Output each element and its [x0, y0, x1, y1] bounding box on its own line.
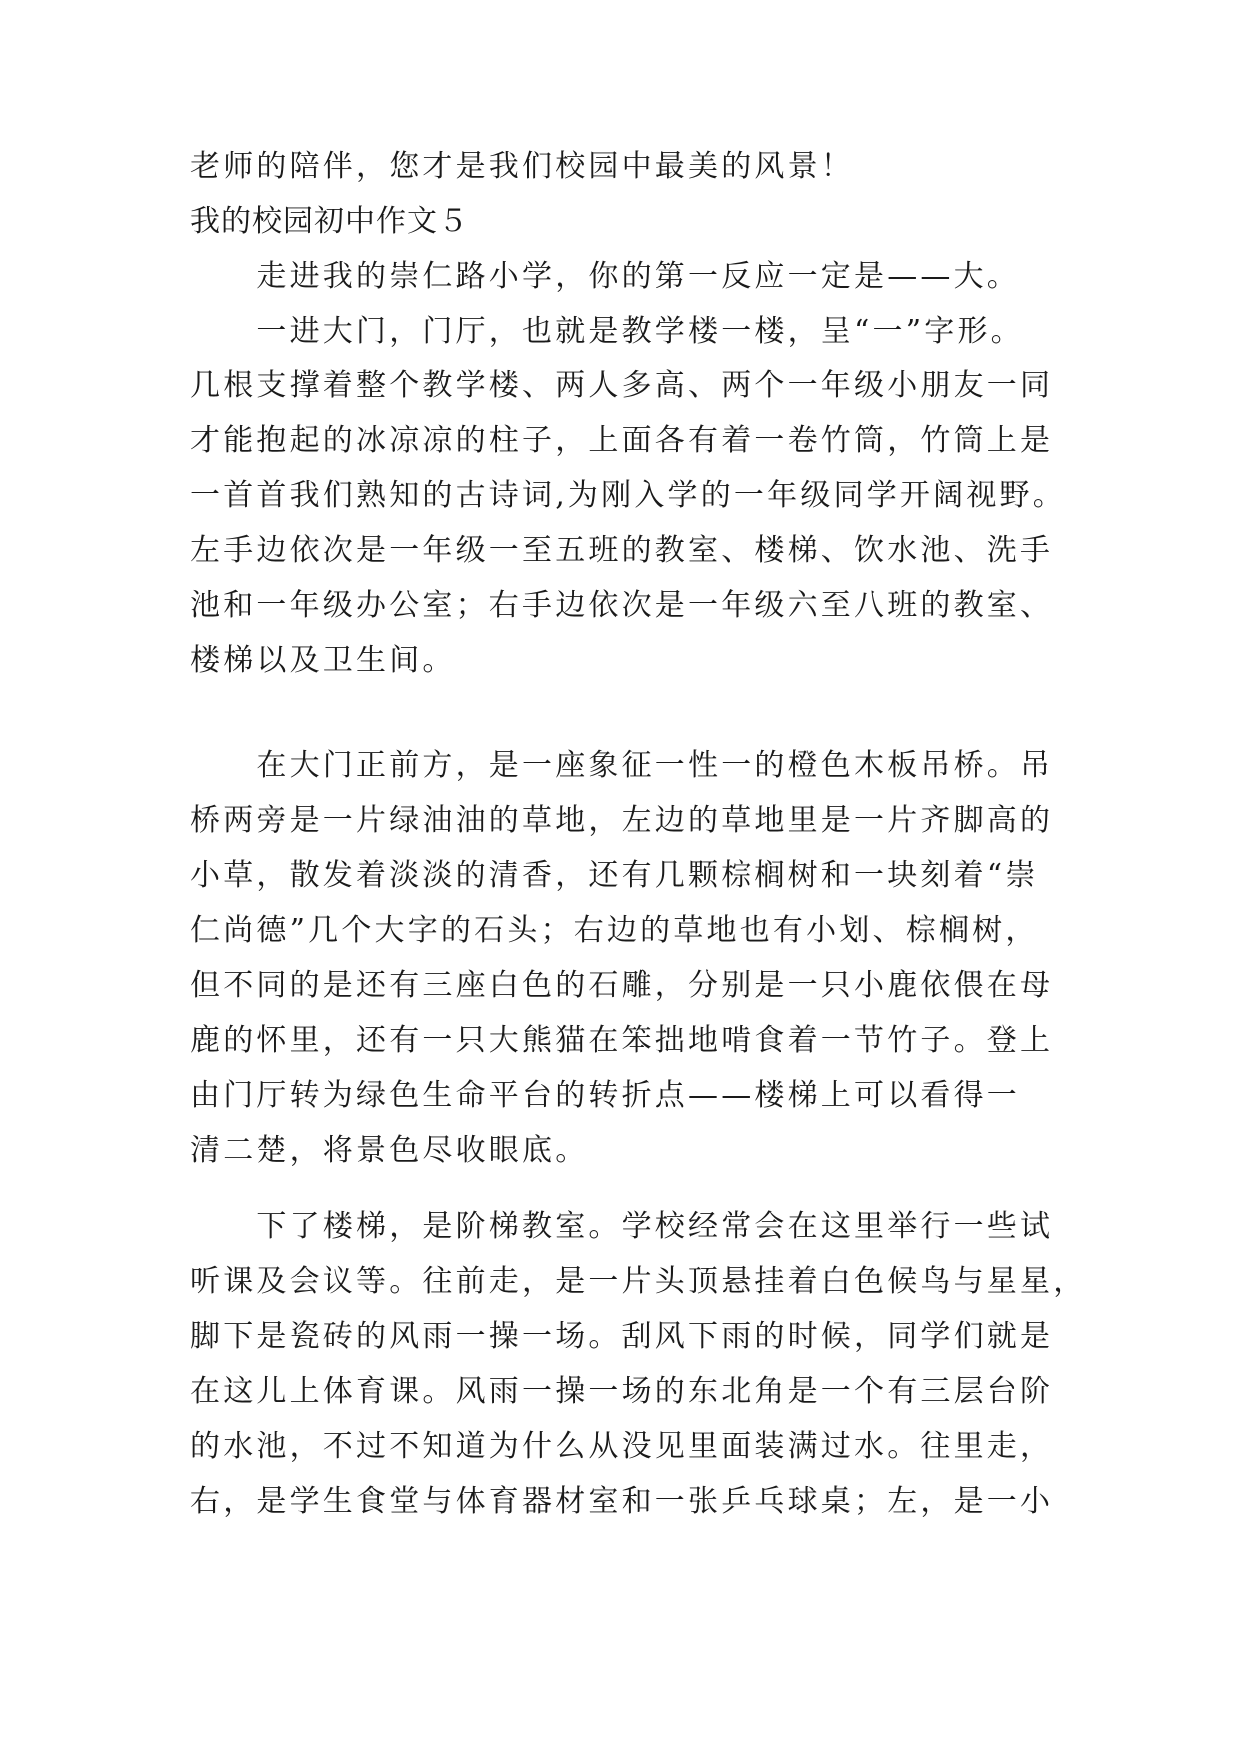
- text-line: 小草，散发着淡淡的清香，还有几颗棕榈树和一块刻着“崇: [190, 858, 1039, 893]
- text-line: 池和一年级办公室；右手边依次是一年级六至八班的教室、: [190, 588, 1054, 623]
- text-line: 听课及会议等。往前走，是一片头顶悬挂着白色候鸟与星星，: [190, 1264, 1087, 1299]
- text-line: 鹿的怀里，还有一只大熊猫在笨拙地啃食着一节竹子。登上: [190, 1023, 1054, 1058]
- text-line: 由门厅转为绿色生命平台的转折点——楼梯上可以看得一: [190, 1078, 1020, 1113]
- text-line: 仁尚德”几个大字的石头；右边的草地也有小划、棕榈树，: [190, 913, 1039, 948]
- text-line: 一进大门，门厅，也就是教学楼一楼，呈“一”字形。: [190, 314, 1024, 349]
- text-line: 楼梯以及卫生间。: [190, 643, 456, 678]
- text-line: 在这儿上体育课。风雨一操一场的东北角是一个有三层台阶: [190, 1374, 1054, 1409]
- text-line: 右，是学生食堂与体育器材室和一张乒乓球桌；左，是一小: [190, 1484, 1054, 1519]
- text-line: 左手边依次是一年级一至五班的教室、楼梯、饮水池、洗手: [190, 533, 1054, 568]
- text-line: 走进我的崇仁路小学，你的第一反应一定是——大。: [190, 259, 1020, 294]
- section-title: 我的校园初中作文５: [190, 204, 469, 239]
- text-line: 清二楚，将景色尽收眼底。: [190, 1133, 589, 1168]
- text-line: 下了楼梯，是阶梯教室。学校经常会在这里举行一些试: [190, 1209, 1054, 1244]
- text-line: 的水池，不过不知道为什么从没见里面装满过水。往里走，: [190, 1429, 1054, 1464]
- text-line: 在大门正前方，是一座象征一性一的橙色木板吊桥。吊: [190, 748, 1054, 783]
- text-line: 才能抱起的冰凉凉的柱子，上面各有着一卷竹筒，竹筒上是: [190, 423, 1054, 458]
- text-line: 桥两旁是一片绿油油的草地，左边的草地里是一片齐脚高的: [190, 803, 1054, 838]
- text-line: 但不同的是还有三座白色的石雕，分别是一只小鹿依偎在母: [190, 968, 1054, 1003]
- text-line: 老师的陪伴，您才是我们校园中最美的风景！: [190, 149, 854, 184]
- text-line: 一首首我们熟知的古诗词,为刚入学的一年级同学开阔视野。: [190, 478, 1066, 513]
- text-line: 脚下是瓷砖的风雨一操一场。刮风下雨的时候，同学们就是: [190, 1319, 1054, 1354]
- text-line: 几根支撑着整个教学楼、两人多高、两个一年级小朋友一同: [190, 368, 1054, 403]
